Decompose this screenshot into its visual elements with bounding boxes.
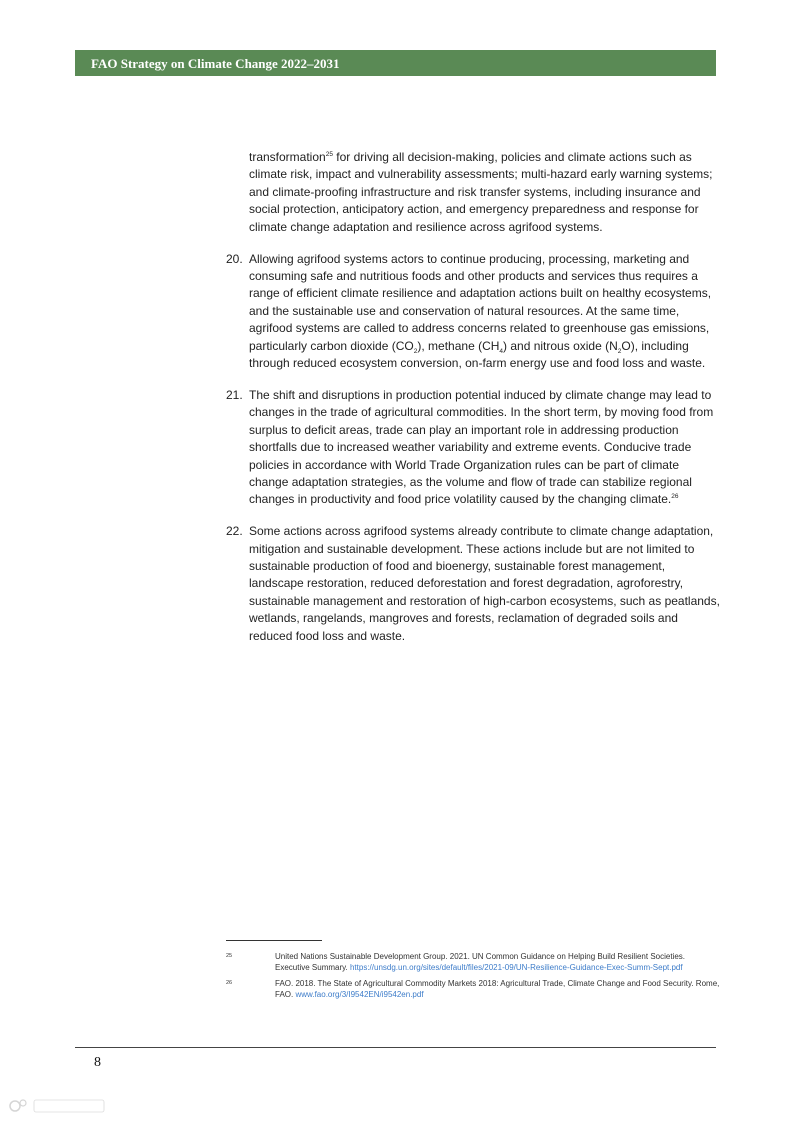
- footnote-link[interactable]: https://unsdg.un.org/sites/default/files/2021-09/UN-Resilience-Guidance-Exec-Summ-Sept.pdf: [349, 963, 683, 973]
- subscript: 4: [499, 347, 504, 355]
- paragraph-22: [226, 523, 721, 645]
- footnotes: [226, 951, 721, 1005]
- footnote-link[interactable]: www.fao.org/3/I9542EN/i9542en.pdf: [295, 990, 424, 1000]
- paragraph-text: ) and nitrous oxide (N: [503, 338, 618, 353]
- paragraph-text: Allowing agrifood systems actors to continue producing, processing, marketing and consuming safe and nutritious foods and other products and services thus requires a range of efficient climate resilience and adaptation actions built on healthy ecosystems, and the sustainable use and conservation of natural resources. At the same time, agrifood systems are called to address concerns related to greenhouse gas emissions, particularly carbon dioxide (CO: [249, 251, 712, 353]
- footnote-text: United Nations Sustainable Development Group. 2021. UN Common Guidance on Helping Build Resilient Societies. Executive Summary.: [275, 952, 685, 973]
- paragraph-20: [226, 251, 721, 373]
- paragraph-text: Some actions across agrifood systems already contribute to climate change adaptation, mitigation and sustainable development. These actions include but are not limited to sustainable production of food and bioenergy, sustainable forest management, landscape restoration, reduced deforestation and forest degradation, agroforestry, sustainable management and restoration of high-carbon ecosystems, such as peatlands, wetlands, rangelands, mangroves and forests, reclamation of degraded soils and reduced food loss and waste.: [249, 524, 720, 643]
- paragraph-number: 20.: [226, 251, 243, 266]
- header-bar: [75, 50, 716, 76]
- page-number: 8: [94, 1055, 101, 1070]
- watermark-logo-icon: [8, 1096, 108, 1116]
- document-title: FAO Strategy on Climate Change 2022–2031: [91, 56, 340, 71]
- footnote-divider: [226, 940, 322, 941]
- paragraph-text: O), including through reduced ecosystem conversion, on-farm energy use and food loss and waste.: [249, 338, 706, 370]
- paragraph-number: 22.: [226, 524, 243, 539]
- paragraph-text: transformation: [249, 150, 326, 164]
- footnote-text: FAO. 2018. The State of Agricultural Commodity Markets 2018: Agricultural Trade, Climate Change and Food Security. Rome, FAO.: [275, 978, 720, 1000]
- subscript: 2: [413, 347, 418, 355]
- paragraph-continuation: [226, 149, 721, 236]
- footer-divider: [75, 1047, 716, 1048]
- paragraph-text: The shift and disruptions in production potential induced by climate change may lead to changes in the trade of agricultural commodities. In the short term, by moving food from surplus to deficit areas, trade can play an important role in addressing production shortfalls due to increased weather variability and extreme events. Conducive trade policies in accordance with World Trade Organization rules can be part of climate change adaptation strategies, as the volume and flow of trade can stabilize regional changes in productivity and food price volatility caused by the changing climate.: [249, 387, 714, 507]
- footnote-number: 25: [226, 953, 233, 959]
- paragraph-21: [226, 387, 721, 509]
- footnote-number: 26: [226, 979, 233, 986]
- body-text: [226, 149, 721, 660]
- footnote-26: [226, 978, 721, 1001]
- footnote-ref-26[interactable]: 26: [671, 493, 679, 501]
- paragraph-text: for driving all decision-making, policies and climate actions such as climate risk, impact and vulnerability assessments; multi-hazard early warning systems; and climate-proofing infrastructure and risk transfer systems, including insurance and social protection, anticipatory action, and emergency preparedness and response for climate change adaptation and resilience across agrifood systems.: [249, 150, 713, 234]
- footnote-ref-25[interactable]: 25: [325, 151, 333, 158]
- paragraph-number: 21.: [226, 387, 243, 402]
- paragraph-text: ), methane (CH: [417, 338, 500, 353]
- footnote-25: [226, 951, 721, 974]
- subscript: 2: [617, 347, 622, 355]
